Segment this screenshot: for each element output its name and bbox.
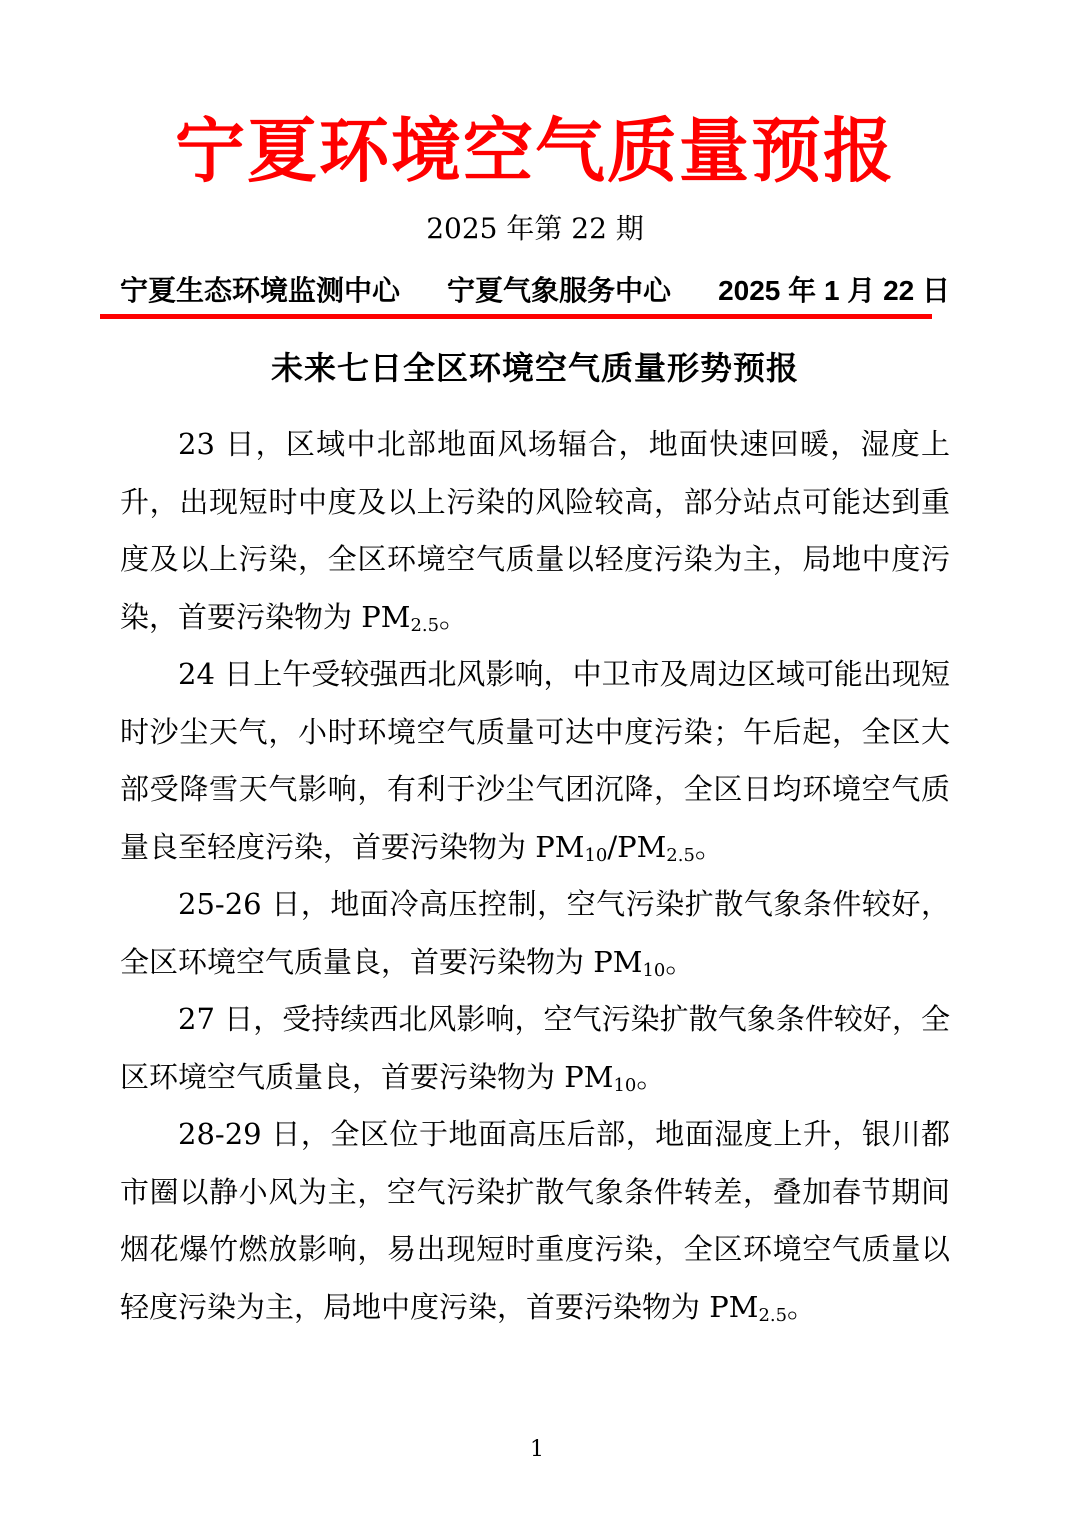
document-title: 宁夏环境空气质量预报: [175, 109, 895, 192]
red-divider-rule: [100, 314, 932, 319]
agency-monitoring-center: 宁夏生态环境监测中心: [120, 275, 401, 306]
agency-weather-service-center: 宁夏气象服务中心: [447, 275, 672, 306]
pollutant-subscript: 10: [642, 959, 666, 981]
paragraph: 25-26 日，地面冷高压控制，空气污染扩散气象条件较好，全区环境空气质量良，首要污染物为 $PM_{10}$。: [120, 887, 950, 981]
masthead: [120, 276, 950, 306]
paragraph: 24 日上午受较强西北风影响，中卫市及周边区域可能出现短时沙尘天气，小时环境空气质量可达中度污染；午后起，全区大部受降雪天气影响，有利于沙尘气团沉降，全区日均环境空气质量良至轻度污染，首要污染物为 $PM_{10}/PM_{2.5}$。: [120, 657, 950, 866]
pollutant-subscript: 2.5: [666, 844, 695, 866]
pollutant-subscript: 10: [584, 844, 608, 866]
paragraph: 27 日，受持续西北风影响，空气污染扩散气象条件较好，全区环境空气质量良，首要污染物为 $PM_{10}$。: [120, 1002, 950, 1096]
section-heading: 未来七日全区环境空气质量形势预报: [270, 350, 799, 386]
body-text: [120, 416, 950, 1336]
pollutant-subscript: 10: [613, 1074, 637, 1096]
issue-date: 2025 年 1 月 22 日: [718, 275, 950, 306]
issue-number: 2025 年第 22 期: [426, 212, 644, 245]
paragraph: 28-29 日，全区位于地面高压后部，地面湿度上升，银川都市圈以静小风为主，空气污染扩散气象条件转差，叠加春节期间烟花爆竹燃放影响，易出现短时重度污染，全区环境空气质量以轻度污染为主，局地中度污染，首要污染物为 $PM_{2.5}$。: [120, 1117, 950, 1326]
paragraph: 23 日，区域中北部地面风场辐合，地面快速回暖，湿度上升，出现短时中度及以上污染的风险较高，部分站点可能达到重度及以上污染，全区环境空气质量以轻度污染为主，局地中度污染，首要污染物为 $PM_{2.5}$。: [120, 427, 950, 636]
pollutant-subscript: 2.5: [758, 1304, 788, 1326]
page-number: 1: [530, 1437, 544, 1462]
pollutant-subscript: 2.5: [410, 614, 440, 636]
